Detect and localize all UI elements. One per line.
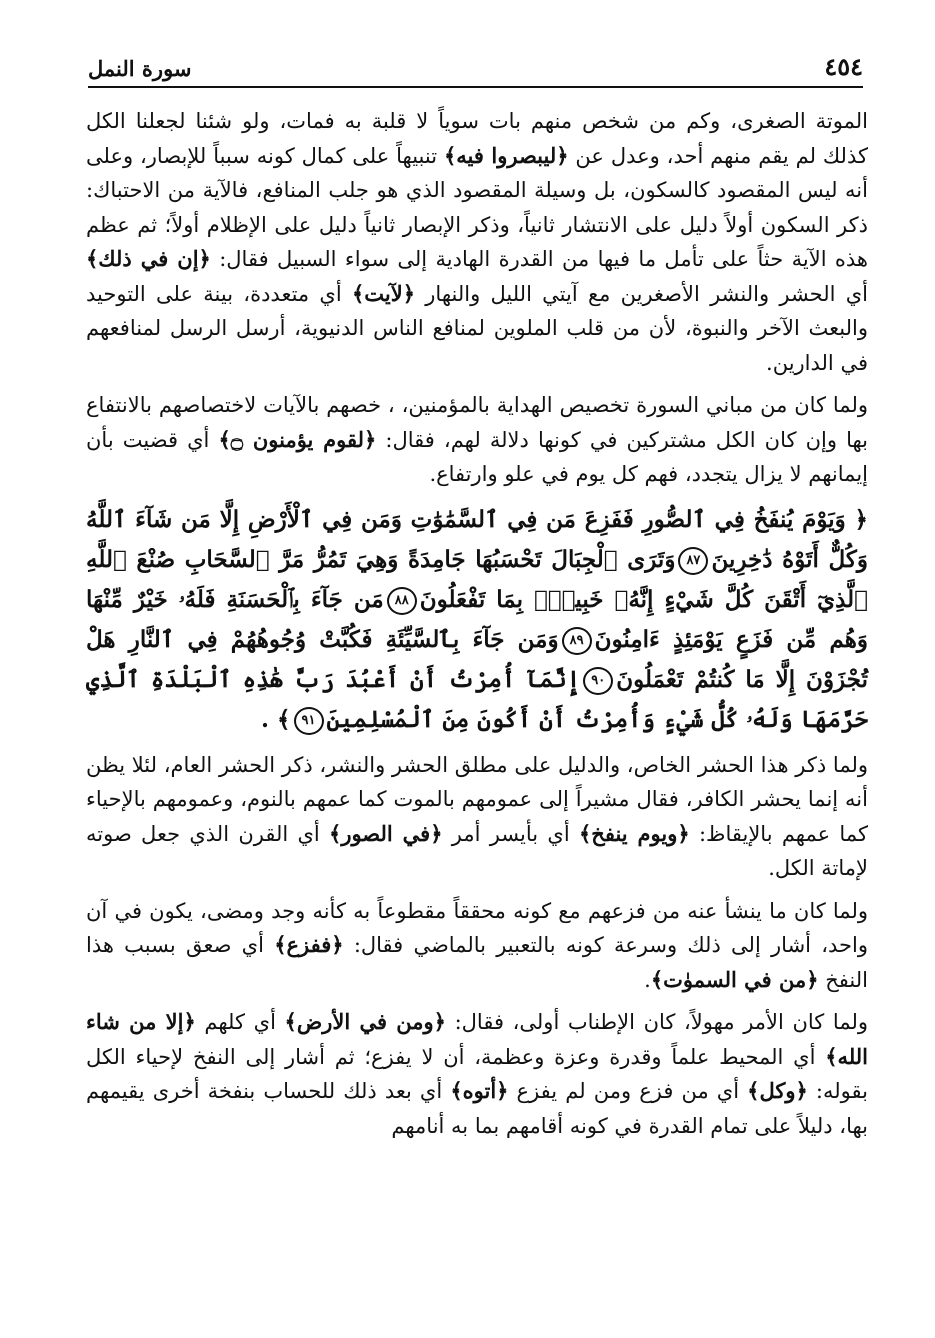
text-run: أي كلهم bbox=[195, 1010, 285, 1034]
quran-quote: ﴿ليبصروا فيه﴾ bbox=[443, 142, 569, 168]
text-run: أي بعد ذلك للحساب بنفخة أخرى يقيمهم بها، دليلاً على تمام القدرة في كونه أقامهم بما به أنامهم bbox=[86, 1079, 868, 1138]
text-run: أي من فزع ومن لم يفزع bbox=[508, 1079, 748, 1103]
ayah-number-88: ٨٨ bbox=[387, 587, 417, 615]
text-run: ولما كان الأمر مهولاً، كان الإطناب أولى، فقال: bbox=[445, 1010, 869, 1034]
verse-89: مَن جَآءَ بِٱلْحَسَنَةِ فَلَهُۥ خَيْرٌ مِّنْهَا وَهُم مِّن فَزَعٍ يَوْمَئِذٍ ءَامِنُونَ bbox=[86, 585, 868, 653]
commentary-paragraph bbox=[86, 748, 868, 886]
verse-88: وَتَرَى ٱلْجِبَالَ تَحْسَبُهَا جَامِدَةً وَهِيَ تَمُرُّ مَرَّ ٱلسَّحَابِ صُنْعَ ٱللَّهِ ٱلَّذِيٓ أَتْقَنَ كُلَّ شَيْءٍ إِنَّهُۥ خَبِيرٌۢ بِمَا تَفْعَلُونَ bbox=[86, 545, 868, 613]
quran-quote: ﴿لآيت﴾ bbox=[351, 280, 416, 306]
quran-quote: ﴿أتوه﴾ bbox=[450, 1078, 509, 1103]
quran-quote: ﴿لقوم يؤمنون ۝﴾ bbox=[218, 426, 377, 452]
page-header bbox=[88, 52, 863, 88]
page-body bbox=[86, 104, 868, 1143]
text-run: ولما كان ما ينشأ عنه من فزعهم مع كونه محققاً مقطوعاً به كأنه وجد ومضى، يكون في آن واحد، أشار إلى ذلك وسرعة كونه بالتعبير بالماضي فقال: bbox=[86, 898, 868, 957]
text-run: ولما ذكر هذا الحشر الخاص، والدليل على مطلق الحشر والنشر، ذكر الحشر العام، لئلا يظن أنه إنما يحشر الكافر، فقال مشيراً إلى عمومهم بالموت كما عمهم بالنوم، وعمومهم بالإحياء كما عمهم بالإيقاظ: bbox=[86, 752, 868, 846]
verse-90: وَمَن جَآءَ بِٱلسَّيِّئَةِ فَكُبَّتْ وُجُوهُهُمْ فِي ٱلنَّارِ هَلْ تُجْزَوْنَ إِلَّا مَا كُنتُمْ تَعْمَلُونَ bbox=[86, 625, 868, 693]
text-run: أي بأيسر أمر bbox=[442, 821, 579, 846]
commentary-paragraph bbox=[86, 388, 868, 492]
commentary-paragraph bbox=[86, 894, 868, 998]
quran-quote: ﴿إلا من شاء الله﴾ bbox=[86, 1009, 868, 1069]
quran-quote: ﴿ويوم ينفخ﴾ bbox=[578, 820, 690, 846]
page-number: ٤٥٤ bbox=[824, 52, 863, 81]
text-run: أي متعددة، بينة على التوحيد والبعث الآخر والنبوة، لأن من قلب الملوين لمنافع الناس الدنيوية، أرسل الرسل لمنافعهم في الدارين. bbox=[86, 281, 868, 375]
text-run: . bbox=[644, 967, 651, 992]
verse-87: ﴿ وَيَوْمَ يُنفَخُ فِي ٱلصُّورِ فَفَزِعَ مَن فِي ٱلسَّمَٰوَٰتِ وَمَن فِي ٱلْأَرْضِ إِلَّا مَن شَآءَ ٱللَّهُ وَكُلٌّ أَتَوْهُ دَٰخِرِينَ bbox=[86, 505, 868, 573]
text-run: أي المحيط علماً وقدرة وعزة وعظمة، أن لا يفزع؛ ثم أشار إلى النفخ لإحياء الكل بقوله: bbox=[86, 1044, 868, 1103]
text-run: أي صعق بسبب هذا النفخ bbox=[86, 933, 868, 992]
ayah-number-89: ٨٩ bbox=[562, 627, 592, 655]
verses-close-bracket: ﴾ . bbox=[261, 705, 291, 733]
ayah-number-91: ٩١ bbox=[294, 707, 324, 735]
quran-quote: ﴿ومن في الأرض﴾ bbox=[284, 1009, 446, 1034]
ayah-number-90: ٩٠ bbox=[583, 667, 613, 695]
quran-quote: ﴿إن في ذلك﴾ bbox=[86, 246, 211, 271]
surah-title: سورة النمل bbox=[88, 56, 192, 81]
commentary-paragraph bbox=[86, 1005, 868, 1143]
quran-quote: ﴿في الصور﴾ bbox=[329, 820, 443, 846]
quran-quote: ﴿ففزع﴾ bbox=[274, 932, 344, 957]
quran-verses-block bbox=[86, 500, 868, 740]
commentary-paragraph bbox=[86, 104, 868, 380]
quran-quote: ﴿من في السموٰت﴾ bbox=[650, 966, 819, 992]
text-run: تنبيهاً على كمال كونه سبباً للإبصار، وعلى أنه ليس المقصود كالسكون، بل وسيلة المقصود الذي هو جلب المنافع، فالآية من الاحتباك: ذكر السكون أولاً دليل على الانتشار ثانياً، وذكر الإبصار ثانياً دليل على الإظلام أولاً؛ ثم عظم هذه الآية حثاً على تأمل ما فيها من القدرة الهادية إلى سواء السبيل فقال: bbox=[86, 143, 868, 271]
quran-quote: ﴿وكل﴾ bbox=[747, 1078, 808, 1103]
text-run: أي قضيت بأن إيمانهم لا يزال يتجدد، فهم كل يوم في علو وارتفاع. bbox=[86, 427, 868, 486]
text-run: الموتة الصغرى، وكم من شخص منهم بات سوياً لا قلبة به فمات، ولو شئنا لجعلنا الكل كذلك لم يقم منهم أحد، وعدل عن bbox=[86, 109, 868, 168]
text-run: أي القرن الذي جعل صوته لإماتة الكل. bbox=[86, 821, 868, 880]
verse-91: إِنَّمَآ أُمِرْتُ أَنْ أَعْبُدَ رَبَّ هَٰذِهِ ٱلْبَلْدَةِ ٱلَّذِي حَرَّمَهَا وَلَهُۥ كُلُّ شَيْءٍ وَأُمِرْتُ أَنْ أَكُونَ مِنَ ٱلْمُسْلِمِينَ bbox=[86, 665, 868, 733]
text-run: أي الحشر والنشر الأصغرين مع آيتي الليل والنهار bbox=[415, 281, 869, 306]
text-run: ولما كان من مباني السورة تخصيص الهداية بالمؤمنين، ، خصهم بالآيات لاختصاصهم بالانتفاع بها وإن كان الكل مشتركين في كونها دلالة لهم، فقال: bbox=[86, 393, 868, 452]
ayah-number-87: ٨٧ bbox=[678, 547, 708, 575]
